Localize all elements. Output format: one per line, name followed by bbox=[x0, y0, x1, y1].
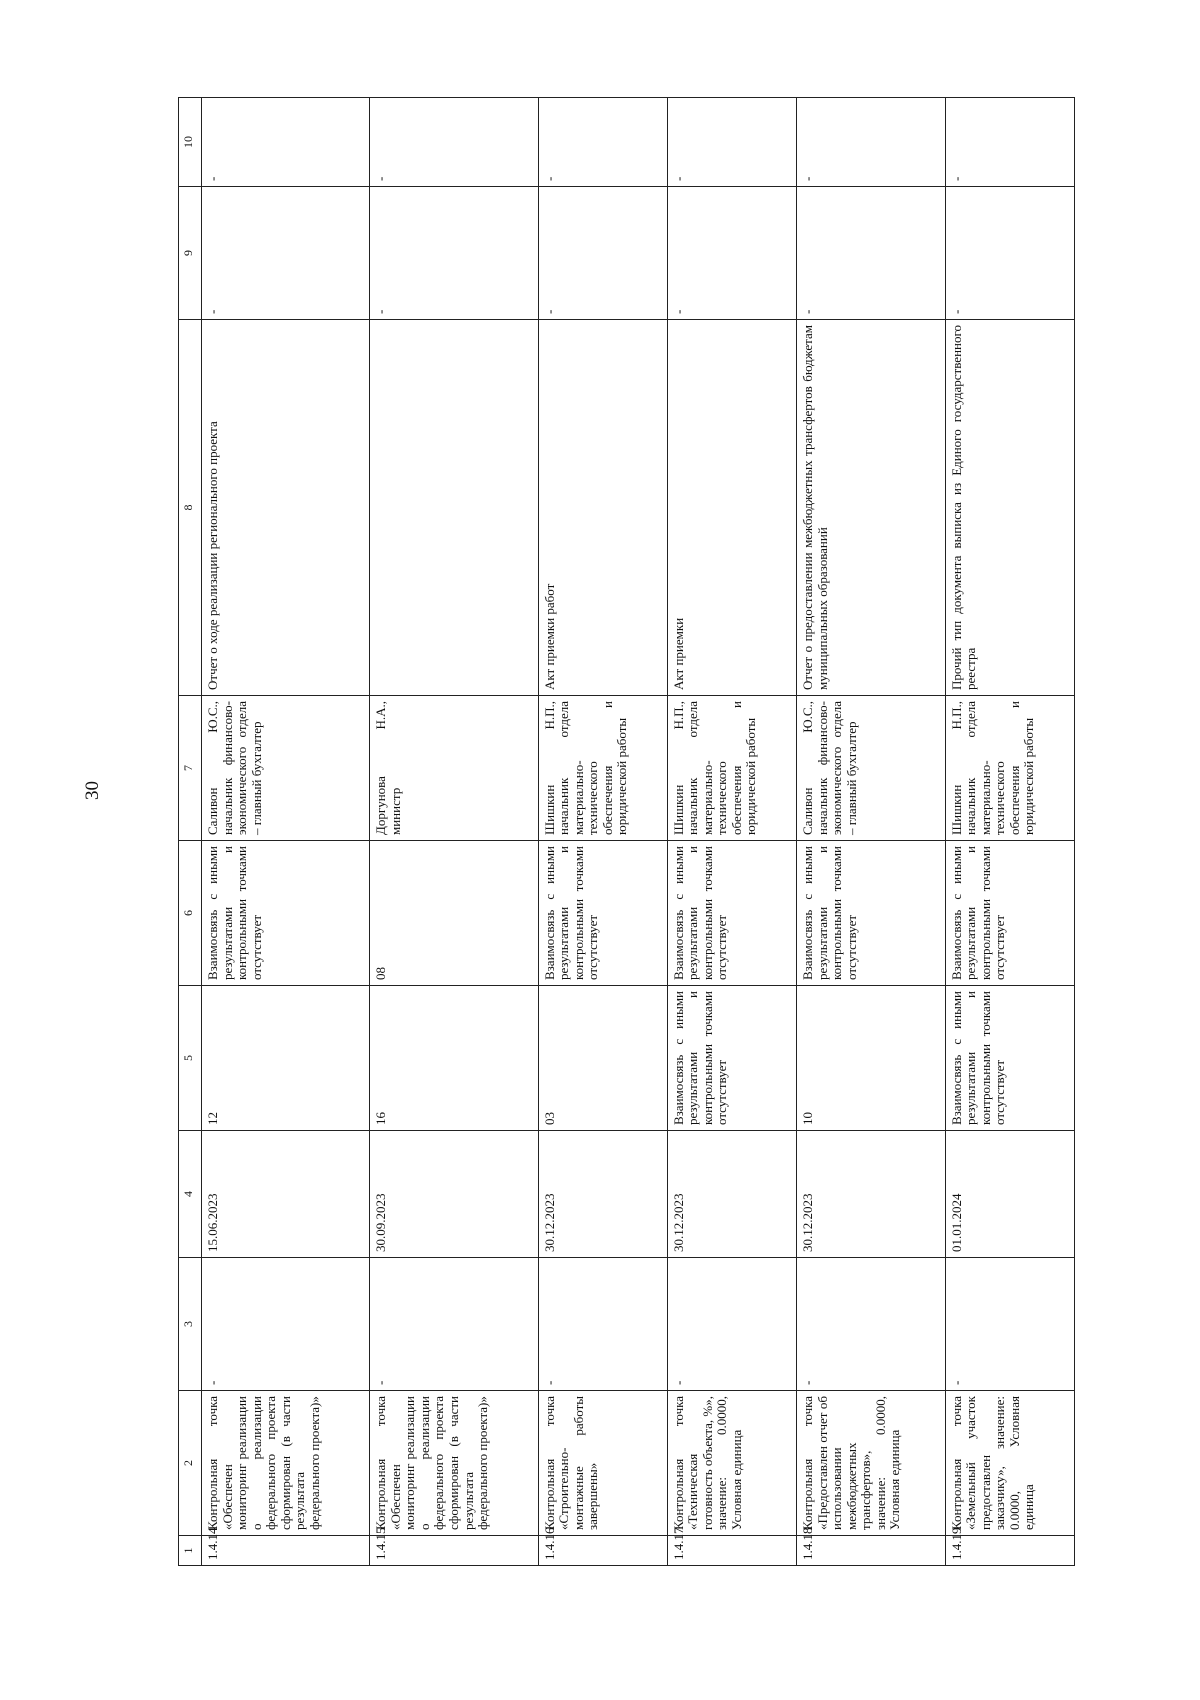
col9-cell: - bbox=[945, 187, 1074, 320]
date-cell: 01.01.2024 bbox=[945, 1131, 1074, 1258]
header-cell-3: 3 bbox=[179, 1258, 202, 1391]
document-cell: Прочий тип документа выписка из Единого государственного реестра bbox=[945, 320, 1074, 696]
col5-cell: 16 bbox=[370, 986, 538, 1131]
col3-cell: - bbox=[796, 1258, 945, 1391]
relations-cell: 08 bbox=[370, 841, 538, 986]
header-cell-9: 9 bbox=[179, 187, 202, 320]
control-point-name-cell: Контрольная точка «Техническая готовность объекта, %», значение: 0.0000, Условная единица bbox=[667, 1391, 796, 1536]
responsible-cell: Шишкин Н.П., начальник отдела материально-технического обеспечения и юридической работы bbox=[945, 696, 1074, 841]
relations-cell: Взаимосвязь с иными результатами и контрольными точками отсутствует bbox=[667, 841, 796, 986]
table-row bbox=[667, 98, 796, 1566]
responsible-cell: Саливон Ю.С., начальник финансово-экономического отдела – главный бухгалтер bbox=[796, 696, 945, 841]
control-point-name-cell: Контрольная точка «Обеспечен мониторинг реализации о реализации федерального проекта сформирован (в части результата федерального проекта)» bbox=[370, 1391, 538, 1536]
date-cell: 30.12.2023 bbox=[667, 1131, 796, 1258]
header-cell-10: 10 bbox=[179, 98, 202, 187]
document-cell: Акт приемки bbox=[667, 320, 796, 696]
relations-cell: Взаимосвязь с иными результатами и контрольными точками отсутствует bbox=[796, 841, 945, 986]
col5-cell: 12 bbox=[202, 986, 370, 1131]
rotated-table-wrapper bbox=[178, 98, 1075, 1566]
responsible-cell: Шишкин Н.П., начальник отдела материально-технического обеспечения и юридической работы bbox=[667, 696, 796, 841]
col10-cell: - bbox=[370, 98, 538, 187]
col10-cell: - bbox=[202, 98, 370, 187]
col5-cell: 03 bbox=[538, 986, 667, 1131]
header-cell-8: 8 bbox=[179, 320, 202, 696]
row-number-cell: 1.4.19 bbox=[945, 1536, 1074, 1566]
responsible-cell: Саливон Ю.С., начальник финансово-экономического отдела – главный бухгалтер bbox=[202, 696, 370, 841]
col9-cell: - bbox=[667, 187, 796, 320]
date-cell: 30.12.2023 bbox=[796, 1131, 945, 1258]
control-point-name-cell: Контрольная точка «Обеспечен мониторинг реализации о реализации федерального проекта сформирован (в части результата федерального проекта)» bbox=[202, 1391, 370, 1536]
date-cell: 30.12.2023 bbox=[538, 1131, 667, 1258]
col5-cell: Взаимосвязь с иными результатами и контрольными точками отсутствует bbox=[667, 986, 796, 1131]
header-cell-4: 4 bbox=[179, 1131, 202, 1258]
header-cell-2: 2 bbox=[179, 1391, 202, 1536]
date-cell: 15.06.2023 bbox=[202, 1131, 370, 1258]
relations-cell: Взаимосвязь с иными результатами и контрольными точками отсутствует bbox=[538, 841, 667, 986]
relations-cell: Взаимосвязь с иными результатами и контрольными точками отсутствует bbox=[202, 841, 370, 986]
header-cell-1: 1 bbox=[179, 1536, 202, 1566]
control-point-name-cell: Контрольная точка «Строительно-монтажные работы завершены» bbox=[538, 1391, 667, 1536]
table-row bbox=[202, 98, 370, 1566]
col5-cell: 10 bbox=[796, 986, 945, 1131]
col10-cell: - bbox=[667, 98, 796, 187]
relations-cell: Взаимосвязь с иными результатами и контрольными точками отсутствует bbox=[945, 841, 1074, 986]
row-number-cell: 1.4.16 bbox=[538, 1536, 667, 1566]
col9-cell: - bbox=[796, 187, 945, 320]
row-number-cell: 1.4.17 bbox=[667, 1536, 796, 1566]
date-cell: 30.09.2023 bbox=[370, 1131, 538, 1258]
row-number-cell: 1.4.14 bbox=[202, 1536, 370, 1566]
col9-cell: - bbox=[538, 187, 667, 320]
document-cell bbox=[370, 320, 538, 696]
responsible-cell: Доргунова Н.А., министр bbox=[370, 696, 538, 841]
row-number-cell: 1.4.18 bbox=[796, 1536, 945, 1566]
document-cell: Акт приемки работ bbox=[538, 320, 667, 696]
col3-cell: - bbox=[202, 1258, 370, 1391]
responsible-cell: Шишкин Н.П., начальник отдела материально-технического обеспечения и юридической работы bbox=[538, 696, 667, 841]
col3-cell: - bbox=[370, 1258, 538, 1391]
col10-cell: - bbox=[796, 98, 945, 187]
col10-cell: - bbox=[945, 98, 1074, 187]
control-point-name-cell: Контрольная точка «Земельный участок предоставлен заказчику», значение: 0.0000, Условная единица bbox=[945, 1391, 1074, 1536]
col9-cell: - bbox=[202, 187, 370, 320]
header-row bbox=[179, 98, 202, 1566]
header-cell-7: 7 bbox=[179, 696, 202, 841]
col3-cell: - bbox=[667, 1258, 796, 1391]
col3-cell: - bbox=[538, 1258, 667, 1391]
page-number: 30 bbox=[82, 781, 103, 800]
col10-cell: - bbox=[538, 98, 667, 187]
table-row bbox=[945, 98, 1074, 1566]
header-cell-6: 6 bbox=[179, 841, 202, 986]
col5-cell: Взаимосвязь с иными результатами и контрольными точками отсутствует bbox=[945, 986, 1074, 1131]
table-row bbox=[538, 98, 667, 1566]
control-point-name-cell: Контрольная точка «Предоставлен отчет об использовании межбюджетных трансфертов», значение: 0.0000, Условная единица bbox=[796, 1391, 945, 1536]
control-points-table bbox=[178, 97, 1075, 1566]
document-cell: Отчет о ходе реализации регионального проекта bbox=[202, 320, 370, 696]
document-cell: Отчет о предоставлении межбюджетных трансфертов бюджетам муниципальных образований bbox=[796, 320, 945, 696]
row-number-cell: 1.4.15 bbox=[370, 1536, 538, 1566]
col3-cell: - bbox=[945, 1258, 1074, 1391]
table-row bbox=[370, 98, 538, 1566]
col9-cell: - bbox=[370, 187, 538, 320]
table-row bbox=[796, 98, 945, 1566]
header-cell-5: 5 bbox=[179, 986, 202, 1131]
